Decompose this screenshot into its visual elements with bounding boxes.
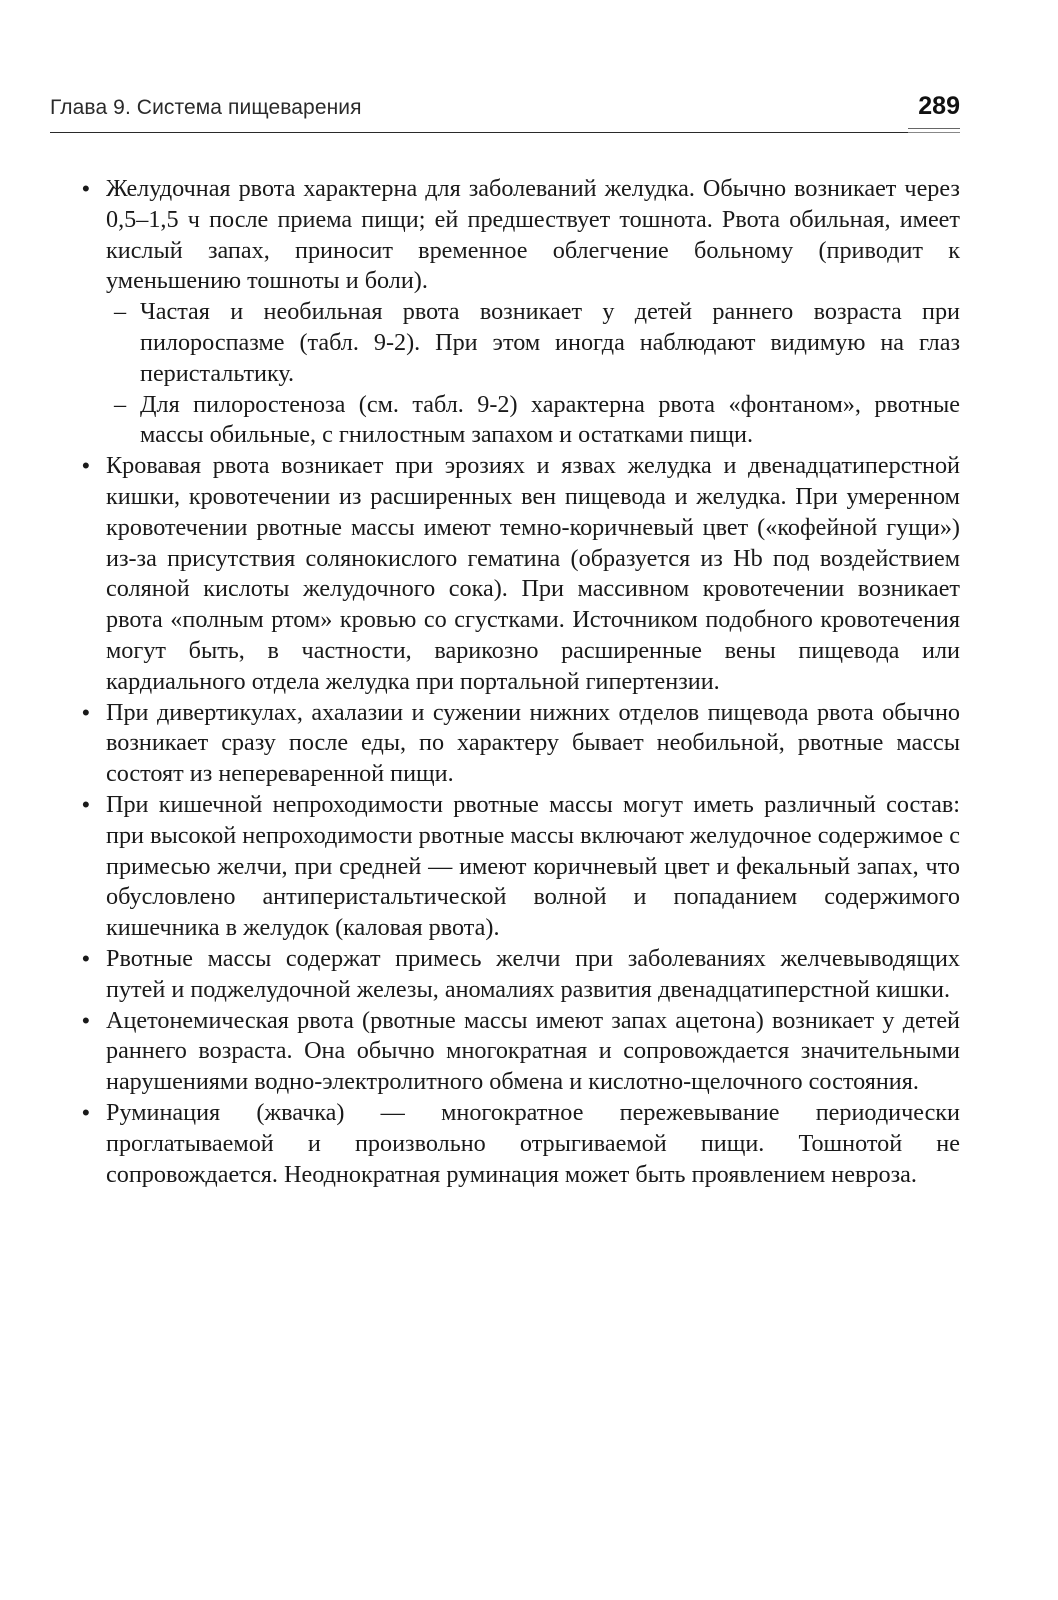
list-item-text: При кишечной непроходимости рвотные массы могут иметь различный состав: при высокой непроходимости рвотные массы включают желудочное содержимое с примесью желчи, при средней — имеют коричневый цвет и фекальный запах, что обусловлено антиперистальтической волной и попаданием содержимого кишечника в желудок (каловая рвота). [106,790,960,942]
list-item [82,451,960,697]
list-item [82,1098,960,1190]
list-item-text: Желудочная рвота характерна для заболеваний желудка. Обычно возникает через 0,5–1,5 ч после приема пищи; ей предшествует тошнота. Рвота обильная, имеет кислый запах, приносит временное облегчение больному (приводит к уменьшению тошноты и боли). [106,175,960,295]
bullet-icon: • [82,176,90,201]
bullet-icon: • [82,453,90,479]
list-item [82,174,960,451]
list-item-text: Руминация (жвачка) — многократное пережевывание периодически проглатываемой и произвольно отрыгиваемой пищи. Тошнотой не сопровождается. Неоднократная руминация может быть проявлением невроза. [106,1098,960,1188]
list-item [82,790,960,944]
list-item-text: При дивертикулах, ахалазии и сужении нижних отделов пищевода рвота обычно возникает сразу после еды, по характеру бывает необильной, рвотные массы состоят из непереваренной пищи. [106,698,960,788]
bullet-icon: • [82,791,90,817]
book-page [50,0,960,1600]
bullet-icon: • [82,945,90,971]
page-number: 289 [918,92,960,120]
dash-icon: – [114,390,127,418]
bullet-icon: • [82,699,90,725]
list-item [82,944,960,1006]
dash-icon: – [114,298,127,326]
list-item-text: Рвотные массы содержат примесь желчи при заболеваниях желчевыводящих путей и поджелудочной железы, аномалиях развития двенадцатиперстной кишки. [106,944,960,1003]
bullet-icon: • [82,1099,90,1125]
list-item-text: Кровавая рвота возникает при эрозиях и язвах желудка и двенадцатиперстной кишки, кровотечении из расширенных вен пищевода и желудка. При умеренном кровотечении рвотные массы имеют темно-коричневый цвет («кофейной гущи») из-за присутствия солянокислого гематина (образуется из Hb под воздействием соляной кислоты желудочного сока). При массивном кровотечении возникает рвота «полным ртом» кровью со сгустками. Источником подобного кровотечения могут быть, в частности, варикозно расширенные вены пищевода или кардиального отдела желудка при портальной гипертензии. [106,452,960,695]
running-header [50,92,960,133]
bullet-icon: • [82,1007,90,1033]
sub-list-item [106,297,960,389]
list-item [82,698,960,790]
list-item-text: Ацетонемическая рвота (рвотные массы имеют запах ацетона) возникает у детей раннего возраста. Она обычно многократная и сопровождается значительными нарушениями водно-электролитного обмена и кислотно-щелочного состояния. [106,1006,960,1096]
list-item [82,1006,960,1098]
sub-list-item [106,390,960,452]
chapter-title: Глава 9. Система пищеварения [50,96,362,119]
body-text [82,174,960,1190]
sub-list-item-text: Для пилоростеноза (см. табл. 9-2) характерна рвота «фонтаном», рвотные массы обильные, с гнилостным запахом и остатками пищи. [140,390,960,449]
header-rule-ornament [908,128,960,133]
sub-list-item-text: Частая и необильная рвота возникает у детей раннего возраста при пилороспазме (табл. 9-2). При этом иногда наблюдают видимую на глаз перистальтику. [140,298,960,387]
